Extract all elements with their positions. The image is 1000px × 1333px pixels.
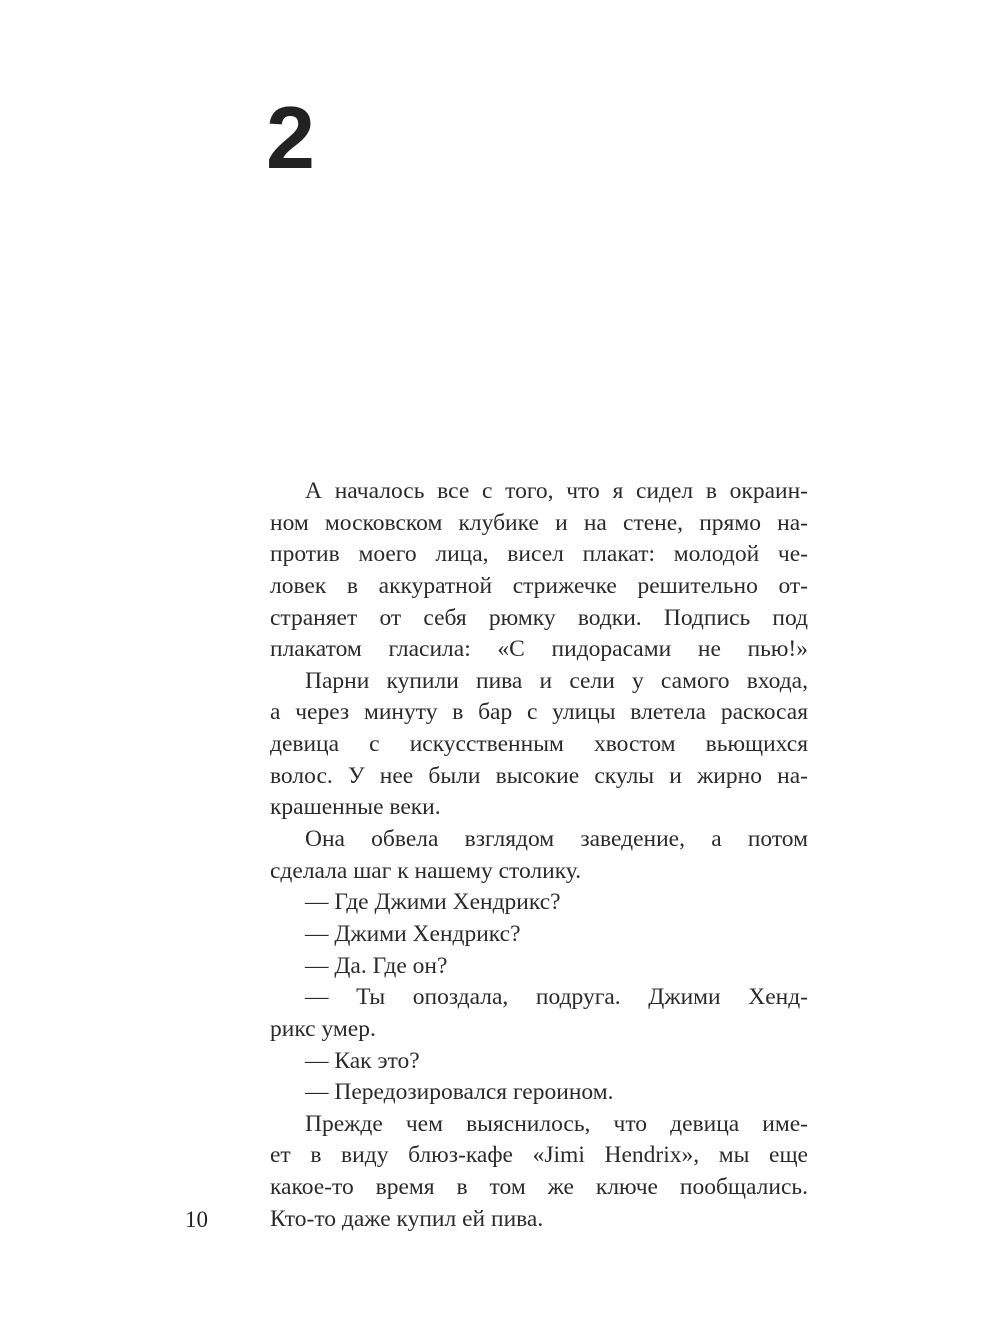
text-line: рикс умер. xyxy=(270,1015,376,1042)
text-line: — Где Джими Хендрикс? xyxy=(305,889,561,916)
text-line: ловек в аккуратной стрижечке решительно от- xyxy=(270,572,808,599)
page-number: 10 xyxy=(185,1207,208,1232)
text-line: а через минуту в бар с улицы влетела раскосая xyxy=(270,699,808,726)
text-line: Парни купили пива и сели у самого входа, xyxy=(305,667,808,694)
text-line: — Да. Где он? xyxy=(305,952,448,979)
text-line: ном московском клубике и на стене, прямо на- xyxy=(270,509,808,536)
text-line: девица с искусственным хвостом вьющихся xyxy=(270,731,808,758)
body-text xyxy=(270,476,808,1235)
text-line: волос. У нее были высокие скулы и жирно на- xyxy=(270,762,808,789)
text-line: Прежде чем выяснилось, что девица име- xyxy=(305,1110,808,1137)
text-line: сделала шаг к нашему столику. xyxy=(270,857,582,884)
text-line: — Передозировался героином. xyxy=(305,1079,614,1106)
text-line: крашенные веки. xyxy=(270,794,441,821)
text-line: — Ты опоздала, подруга. Джими Хенд- xyxy=(305,984,808,1011)
text-line: А началось все с того, что я сидел в окраин- xyxy=(305,478,808,504)
chapter-number: 2 xyxy=(266,88,315,187)
text-line: ет в виду блюз-кафе «Jimi Hendrix», мы еще xyxy=(270,1142,808,1169)
text-line: Она обвела взглядом заведение, а потом xyxy=(305,826,808,853)
text-line: Кто-то даже купил ей пива. xyxy=(270,1205,544,1232)
text-line: — Как это? xyxy=(305,1047,420,1074)
text-line: против моего лица, висел плакат: молодой че- xyxy=(270,541,808,568)
text-line: страняет от себя рюмку водки. Подпись под xyxy=(270,604,808,631)
text-line: какое-то время в том же ключе пообщались. xyxy=(270,1174,808,1201)
text-line: — Джими Хендрикс? xyxy=(305,920,521,947)
text-line: плакатом гласила: «С пидорасами не пью!» xyxy=(270,636,808,663)
